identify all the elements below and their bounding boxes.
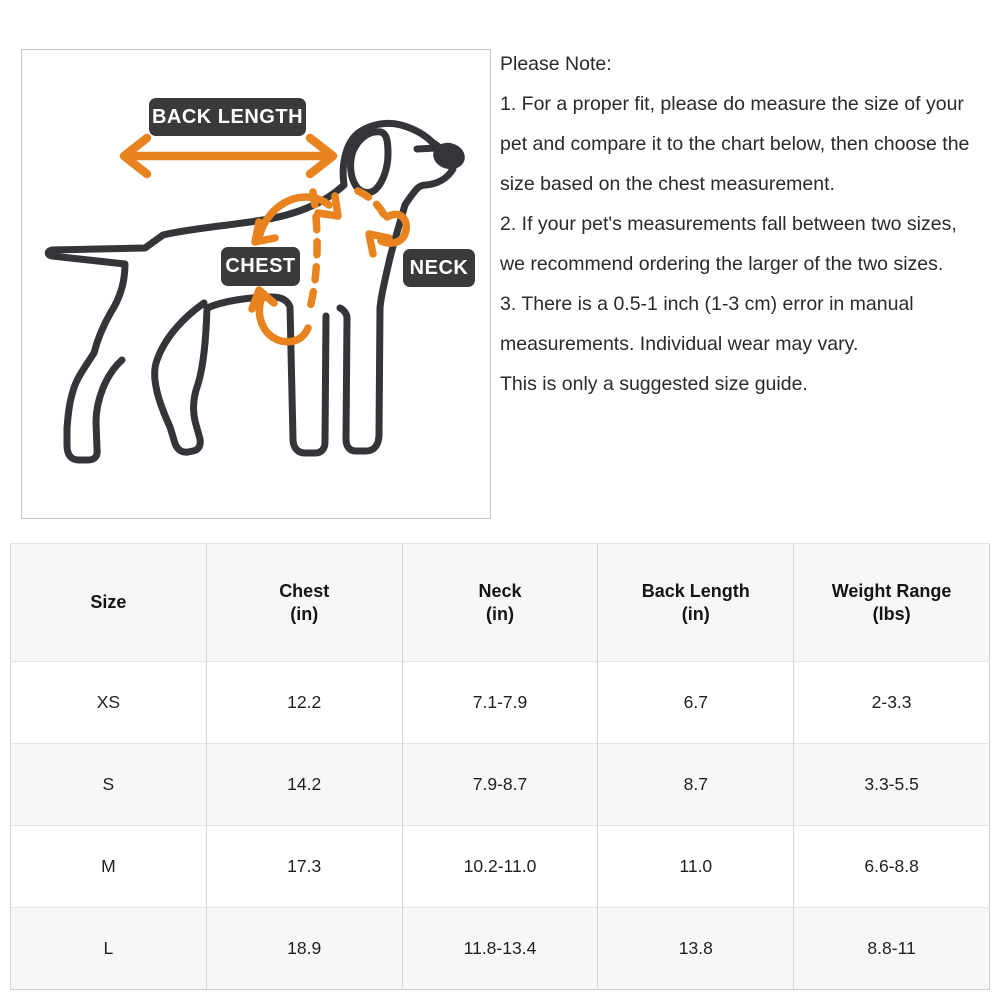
dog-outline [48, 123, 453, 460]
cell-weight: 3.3-5.5 [794, 744, 990, 826]
note-line: pet and compare it to the chart below, then choose the [500, 133, 970, 155]
header-row [11, 544, 990, 662]
column-header-chest: Chest (in) [206, 544, 402, 662]
neck-label: NECK [403, 249, 475, 287]
cell-weight: 2-3.3 [794, 662, 990, 744]
chest-label: CHEST [221, 247, 300, 286]
note-line: Please Note: [500, 53, 612, 75]
note-line: size based on the chest measurement. [500, 173, 835, 195]
column-header-weight-range: Weight Range (lbs) [794, 544, 990, 662]
cell-back-length: 6.7 [598, 662, 794, 744]
cell-back-length: 13.8 [598, 908, 794, 990]
column-header-size: Size [11, 544, 207, 662]
size-chart [10, 543, 990, 990]
measurement-diagram [21, 49, 491, 519]
cell-size: S [11, 744, 207, 826]
note-line: 2. If your pet's measurements fall between two sizes, [500, 213, 957, 235]
cell-chest: 17.3 [206, 826, 402, 908]
cell-size: M [11, 826, 207, 908]
note-line: 3. There is a 0.5-1 inch (1-3 cm) error in manual [500, 293, 914, 315]
column-header-back-length: Back Length (in) [598, 544, 794, 662]
cell-neck: 7.9-8.7 [402, 744, 598, 826]
cell-size: XS [11, 662, 207, 744]
column-header-neck: Neck (in) [402, 544, 598, 662]
table-row-l [11, 908, 990, 990]
cell-weight: 8.8-11 [794, 908, 990, 990]
cell-back-length: 8.7 [598, 744, 794, 826]
cell-chest: 12.2 [206, 662, 402, 744]
cell-chest: 14.2 [206, 744, 402, 826]
please-note-text [500, 44, 1000, 404]
cell-weight: 6.6-8.8 [794, 826, 990, 908]
note-line: 1. For a proper fit, please do measure the size of your [500, 93, 964, 115]
cell-neck: 10.2-11.0 [402, 826, 598, 908]
note-line: measurements. Individual wear may vary. [500, 333, 859, 355]
table-row-xs [11, 662, 990, 744]
table-row-s [11, 744, 990, 826]
cell-chest: 18.9 [206, 908, 402, 990]
back-length-label: BACK LENGTH [149, 98, 306, 136]
cell-neck: 11.8-13.4 [402, 908, 598, 990]
cell-size: L [11, 908, 207, 990]
note-line: we recommend ordering the larger of the two sizes. [500, 253, 944, 275]
cell-back-length: 11.0 [598, 826, 794, 908]
table-row-m [11, 826, 990, 908]
cell-neck: 7.1-7.9 [402, 662, 598, 744]
back-length-arrow [124, 138, 333, 174]
size-chart-table [10, 543, 990, 990]
note-line: This is only a suggested size guide. [500, 373, 808, 395]
